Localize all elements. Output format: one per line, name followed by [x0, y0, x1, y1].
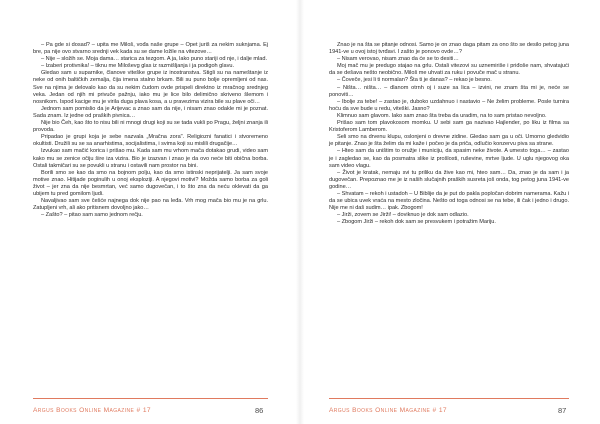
page-number: 87	[558, 406, 567, 415]
paragraph: – Hteo sam da uništim to oružje i municiju, da spasim neke živote. A umesto toga… – zastao je i zagledao se, kao da posmatra slike iz prošlosti, ruševine, mrtve ljude. U uglu njegovog oka sam video vlagu.	[329, 148, 569, 169]
paragraph: – Izaberi protivnika! – tiknu me Miloševg glas iz razmišljanja i ja podigoh glavu.	[41, 63, 234, 70]
paragraph: – Pa gde si dosad? – upita me Miloš, vođa naše grupe – Opet juriš za nekim suknjama. Ej bre, pa nije ovo stvarno srednji vek kada su se dame ložile na vitezove…	[33, 42, 268, 56]
paragraph: Moj mač mu je predugo stajao na grlu. Ostali vitezovi su uznemiriše i priđoše nam, shvatajući da se dešava nešto neobično. Miloš me uhvati za ruku i povuče mač u stranu.	[329, 63, 569, 77]
paragraph: – Jirži, zovem se Jirži! – doviknuo je dok sam odlazio.	[337, 212, 469, 219]
paragraph: – Nisam verovao, nisam znao da će se to desiti…	[337, 56, 459, 63]
paragraph: Seli smo na drvenu klupu, oslonjeni o drevne zidine. Gledao sam ga u oči. Umorno gledvidio je pitanje. Znao je šta želim da mi kaže i počeo je da priča, odlučio konzervu piva sa strane.	[329, 134, 569, 148]
paragraph: – Nije – složih se. Moja dama… starica za tezgom. A ja, lako puno stariji od nje, i dalje mlad.	[41, 56, 268, 63]
footer-divider	[329, 398, 569, 399]
paragraph: Nije bio Čeh, kao što to nisu bili ni mnogi drugi koji su se tada vukli po Pragu, željni znanja ili provoda.	[33, 120, 268, 134]
paragraph: – Zašto? – pitao sam samo jednom rečju.	[41, 212, 143, 219]
paragraph: Prišao sam tom plavokosom momku. U sebi sam ga nazivao Hajlender, po liku iz filma sa Kristoferom Lamberom.	[329, 120, 569, 134]
paragraph: Izvukao sam mačić korica i prišao mu. Kada sam mu vrhom mača dotakao grudi, video sam kako mu se zenice očiju šire iza vizira. Bio je izazvan i znao je da ovo neće biti obična borba. Ostali takmičari su se povukli u stranu i ostavili nam prostor na bini.	[33, 148, 268, 169]
paragraph: – Ibolje za tebe! – zastao je, duboko uzdahnuo i nastavio – Ne želim probleme. Posle turnira hoću da sve bude u redu, viteški. Jasno?	[329, 98, 569, 112]
paragraph: Gledao sam u suparnike, članove viteške grupe iz inostranstva. Stigli su na nameštanje iz neke od onih baltičkih zemalja, čija imena stalno brkam. Bili su puno bolje opremljeni od nas. Sve na njima je delovalo kao da su nekim čudom ovde prispeli direktno iz mračnog srednjeg veka. Jedan od njih mi privuče pažnju, iako mu je lice bilo delimično skriveno šlemom i nosnikom. Ispod kacige mu je virila duga plava kosa, a u pravezima vizira bile su plave oči…	[33, 70, 268, 105]
left-text-column	[33, 42, 268, 219]
paragraph: – Shvatam – rekoh i ustadoh – U Biblije da je put do pakla popločan dobrim namerama. Kažu i da se ubica uvek vraća na mesto zločina. Nešto od toga odnosi se na tebe, ili čak i jedno i drugo. Nije me ni daš sudim… ipak. Zbogom!	[329, 190, 569, 212]
footer-divider	[33, 398, 268, 399]
right-page	[300, 0, 600, 424]
paragraph: – Život je kratak, nemaju svi tu priliku da žive kao mi, hteo sam… Da, znao je da sam i ja dugovečan. Prepoznao me je iz naših slučajnih praških susreta još onda, tog petog juna 1941-ve godine…	[329, 169, 569, 190]
paragraph: Navaljivao sam sve češće najnega dok nije pao na leđa. Vrh mog mača bio mu je na grlu. Zatupljeni vrh, ali ako pritisnem dovoljno jako…	[33, 198, 268, 212]
paragraph: Pripadao je grupi koja je sebe nazvala „Mračna zora". Religiozni fanatici i stvoremeno okultisti. Družili su se sa anarhistima, socijalistima, i svima koji su mislili drugačije…	[33, 134, 268, 148]
paragraph: – Zbogom Jirži – rekoh dok sam se presvukem i potražim Mariju.	[337, 219, 496, 226]
paragraph: Klimnuo sam glavom. Iako sam znao šta treba da uradim, na to sam pristao nevoljno.	[337, 112, 547, 119]
paragraph: – Čoveče, jesi li ti normalan? Šta ti je danas? – rekao je besno.	[337, 77, 492, 84]
paragraph: Borili smo se kao da smo na bojnom polju, kao da smo istinski neprijatelji. Ja sam svoje motive znao. Hitijade poginulih u onoj eksploziji. A njegovi motivi? Možda samo borba za goli život – jer zna da nije besmrtan, već samo dugovečan, i to što zna da neću oklevati da ga ubijem tu pred gomilom ljudi.	[33, 169, 268, 197]
right-text-column	[329, 42, 569, 226]
paragraph: Znao je na šta se pitanje odnosi. Samo je on znao daga pitam za ono što se desilo petog juna 1941-ve u ovoj istoj tvrđavi. I zašto je ponovo ovde…?	[329, 42, 569, 56]
page-number: 86	[255, 406, 264, 415]
footer-magazine-title: Argus Books Online Magazine # 17	[329, 407, 447, 414]
footer-magazine-title: Argus Books Online Magazine # 17	[33, 407, 151, 414]
paragraph: – Ništa… ništa… – dlanom otrnh oj i suze sa lica – izvini, ne znam šta mi je, neće se ponoviti…	[329, 84, 569, 98]
paragraph: Jednom sam pomislio da je Arijevac a znao sam da nije, i nisam znao odakle mi je poznat. Sada znam. Iz jedne od praških pivnica…	[33, 105, 268, 119]
